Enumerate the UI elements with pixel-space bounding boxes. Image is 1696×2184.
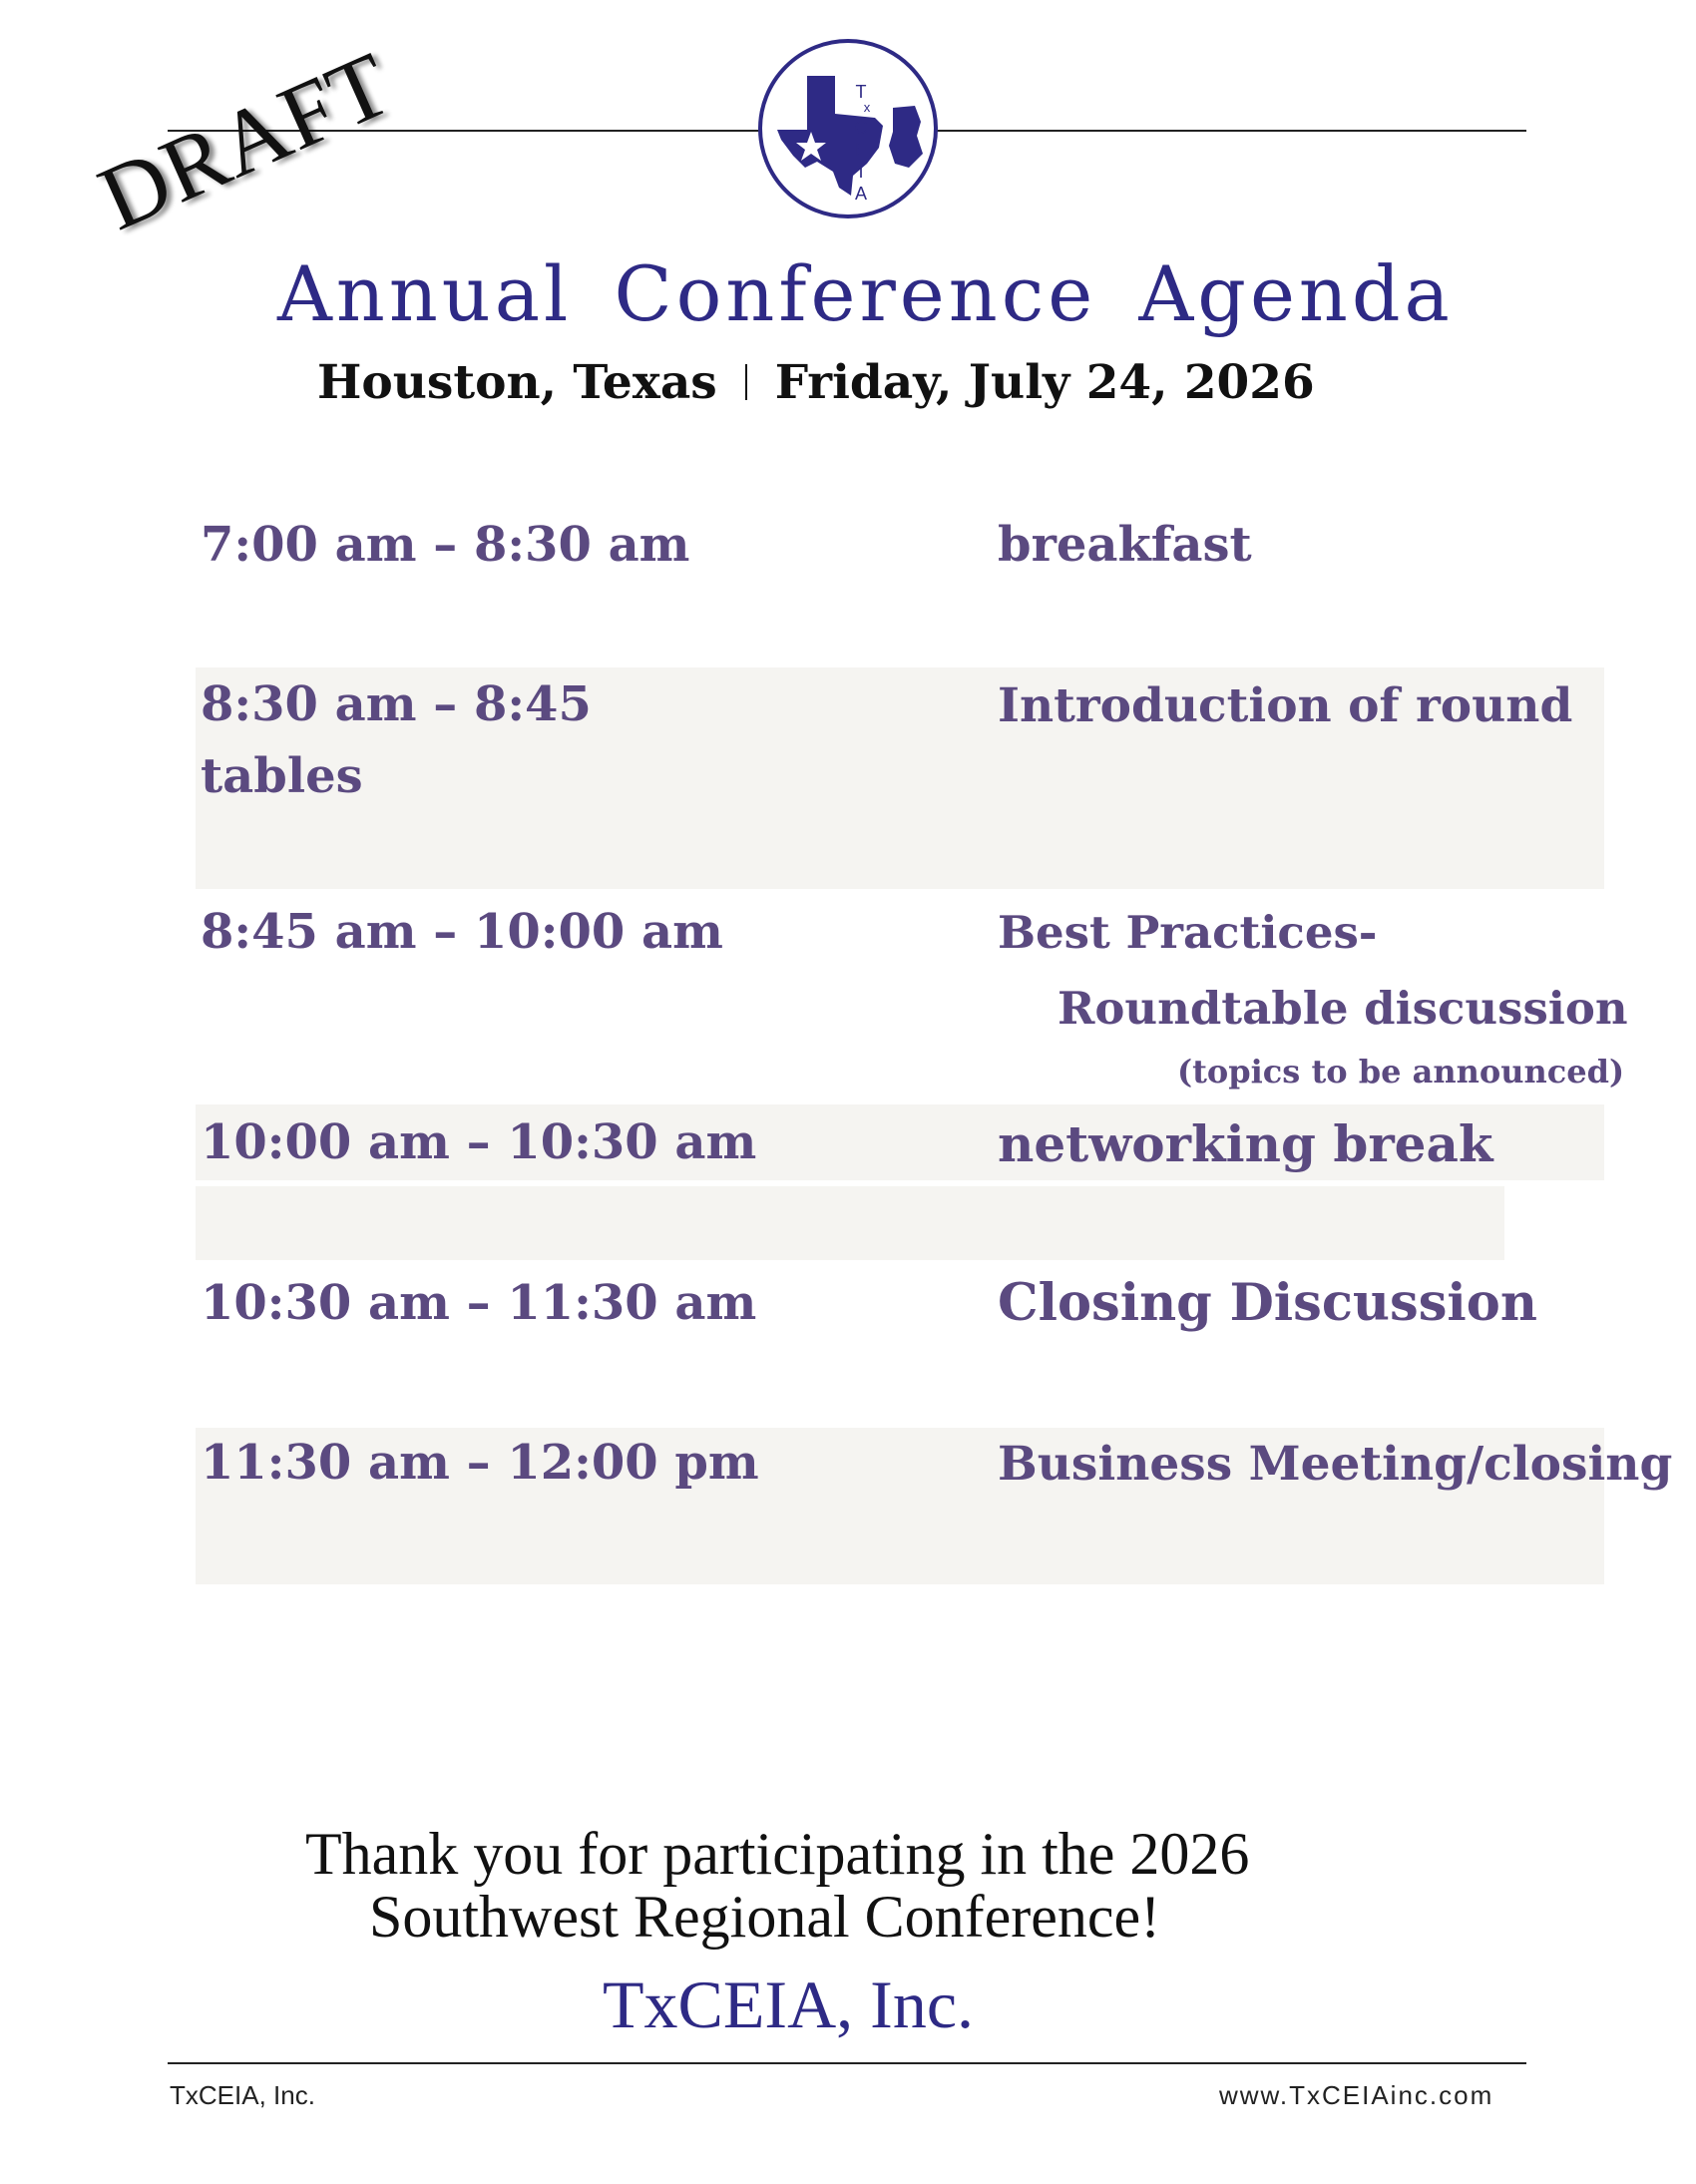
agenda-activity: networking break	[998, 1114, 1493, 1173]
subtitle-divider	[745, 364, 747, 400]
event-date: Friday, July 24, 2026	[774, 355, 1315, 410]
agenda-time: 8:30 am – 8:45	[201, 676, 592, 732]
agenda-activity: Best Practices-	[998, 906, 1378, 959]
agenda-time: 8:45 am – 10:00 am	[201, 904, 723, 960]
logo-letter: I	[858, 162, 864, 182]
agenda-time: 11:30 am – 12:00 pm	[201, 1435, 759, 1491]
event-subtitle	[317, 355, 1315, 410]
logo-letter: E	[854, 140, 868, 160]
footer-rule	[168, 2062, 1526, 2064]
page-title: Annual Conference Agenda	[277, 249, 1454, 338]
draft-watermark: DRAFT	[84, 32, 406, 250]
agenda-time: 10:00 am – 10:30 am	[201, 1114, 757, 1170]
event-location: Houston, Texas	[317, 355, 717, 410]
footer-left-text: TxCEIA, Inc.	[170, 2080, 315, 2110]
agenda-activity: Introduction of round	[998, 678, 1573, 733]
footer-website: www.TxCEIAinc.com	[1219, 2080, 1494, 2110]
thank-you-line: Southwest Regional Conference!	[369, 1884, 1161, 1950]
logo-letter: C	[854, 118, 868, 138]
agenda-time: 10:30 am – 11:30 am	[201, 1275, 757, 1331]
organization-name: TxCEIA, Inc.	[603, 1966, 975, 2042]
agenda-activity-note: (topics to be announced)	[1177, 1053, 1625, 1091]
agenda-activity: Business Meeting/closing	[998, 1437, 1673, 1492]
thank-you-line: Thank you for participating in the 2026	[305, 1821, 1250, 1887]
agenda-time-continued: tables	[201, 748, 363, 804]
logo-letter: A	[854, 184, 868, 204]
txceia-logo	[755, 36, 941, 221]
agenda-activity: Closing Discussion	[998, 1273, 1537, 1333]
agenda-activity: breakfast	[998, 517, 1252, 573]
agenda-row-band	[196, 1186, 1504, 1260]
logo-letter: x	[863, 100, 871, 115]
logo-letter: T	[855, 82, 867, 102]
agenda-time: 7:00 am – 8:30 am	[201, 517, 690, 573]
agenda-activity-continued: Roundtable discussion	[1058, 982, 1628, 1035]
